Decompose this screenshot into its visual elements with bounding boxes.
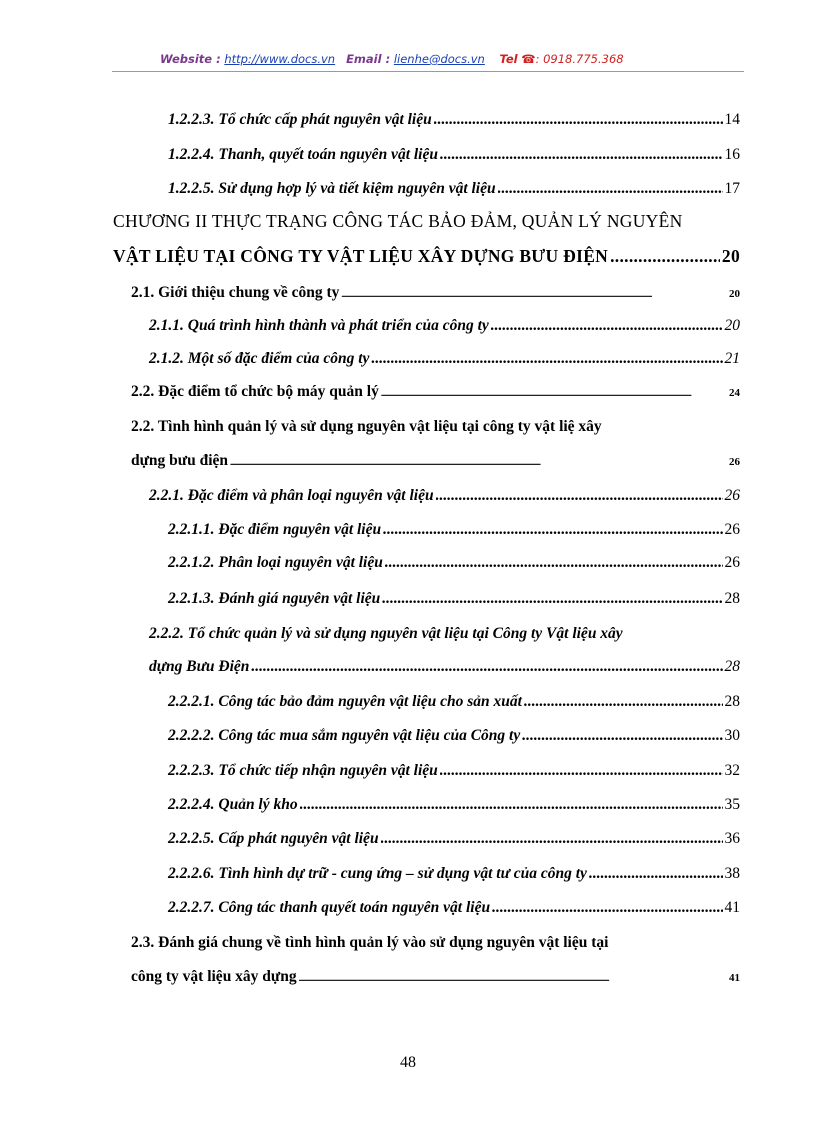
toc-page: 28	[724, 693, 740, 710]
toc-entry[interactable]	[113, 246, 740, 266]
tel-number: : 0918.775.368	[535, 52, 624, 66]
toc-section-title-line1[interactable]: 2.2. Tình hình quản lý và sử dụng nguyên vật liệu tại công ty vật liệ xây	[131, 418, 602, 435]
dot-leader	[589, 864, 723, 884]
toc-page: 21	[724, 350, 740, 367]
toc-entry[interactable]	[149, 486, 740, 506]
toc-page: 35	[724, 796, 740, 813]
toc-entry[interactable]	[168, 692, 740, 712]
toc-page: 20	[721, 246, 740, 266]
toc-page: 28	[724, 658, 740, 675]
dot-leader	[610, 246, 720, 266]
toc-page: 41	[724, 899, 740, 916]
dot-leader	[440, 145, 723, 165]
toc-subsection-title-line1[interactable]: 2.2.2. Tổ chức quản lý và sử dụng nguyên vật liệu tại Công ty Vật liệu xây	[149, 625, 623, 642]
toc-title: 2.2.2.7. Công tác thanh quyết toán nguyên vật liệu	[168, 899, 491, 916]
toc-entry[interactable]	[168, 520, 740, 540]
dot-leader	[434, 110, 723, 130]
toc-page: 26	[729, 456, 740, 468]
toc-entry[interactable]	[168, 110, 740, 130]
website-link[interactable]: http://www.docs.vn	[224, 52, 336, 66]
toc-entry[interactable]	[168, 589, 740, 609]
toc-page: 26	[724, 554, 740, 571]
toc-entry[interactable]	[168, 864, 740, 884]
toc-page: 38	[724, 865, 740, 882]
toc-entry[interactable]	[168, 898, 740, 918]
toc-entry[interactable]	[168, 795, 740, 815]
toc-title: 2.2.1. Đặc điểm và phân loại nguyên vật liệu	[149, 487, 434, 504]
toc-title: 2.2.2.4. Quản lý kho	[168, 796, 298, 813]
toc-page: 20	[724, 317, 740, 334]
toc-entry[interactable]	[149, 349, 740, 369]
toc-title: 1.2.2.5. Sử dụng hợp lý và tiết kiệm nguyên vật liệu	[168, 180, 496, 197]
email-label: Email :	[346, 52, 391, 66]
toc-title: 1.2.2.4. Thanh, quyết toán nguyên vật liệu	[168, 146, 438, 163]
toc-title: 2.2.2.1. Công tác bảo đảm nguyên vật liệu cho sản xuất	[168, 693, 522, 710]
toc-entry[interactable]	[131, 283, 740, 305]
toc-title: 2.2.2.3. Tổ chức tiếp nhận nguyên vật liệu	[168, 762, 438, 779]
toc-page: 41	[729, 972, 740, 984]
toc-entry[interactable]	[168, 179, 740, 199]
dot-leader	[299, 967, 727, 989]
dot-leader	[381, 382, 727, 404]
toc-page: 30	[724, 727, 740, 744]
toc-entry[interactable]	[168, 829, 740, 849]
toc-title: 2.2.1.3. Đánh giá nguyên vật liệu	[168, 590, 381, 607]
website-label: Website :	[160, 52, 221, 66]
toc-title: 1.2.2.3. Tổ chức cấp phát nguyên vật liệu	[168, 111, 432, 128]
dot-leader	[230, 451, 727, 473]
dot-leader	[341, 283, 727, 305]
dot-leader	[436, 486, 723, 506]
dot-leader	[383, 520, 722, 540]
toc-page: 28	[724, 590, 740, 607]
toc-entry[interactable]	[168, 145, 740, 165]
dot-leader	[522, 726, 722, 746]
toc-title: dựng bưu điện	[131, 452, 229, 469]
toc-title: 2.2. Đặc điểm tổ chức bộ máy quản lý	[131, 383, 379, 400]
toc-title: 2.2.2.2. Công tác mua sắm nguyên vật liệu của Công ty	[168, 727, 521, 744]
toc-entry[interactable]	[149, 657, 740, 677]
toc-page: 20	[729, 288, 740, 300]
toc-page: 14	[724, 111, 740, 128]
dot-leader	[524, 692, 723, 712]
page-number: 48	[400, 1054, 416, 1071]
toc-title: 2.1.1. Quá trình hình thành và phát triển của công ty	[149, 317, 489, 334]
toc-page: 36	[724, 830, 740, 847]
toc-page: 32	[724, 762, 740, 779]
toc-entry[interactable]	[168, 761, 740, 781]
toc-entry[interactable]	[131, 451, 740, 473]
dot-leader	[385, 553, 723, 573]
toc-title: dựng Bưu Điện	[149, 658, 250, 675]
toc-entry[interactable]	[131, 382, 740, 404]
dot-leader	[300, 795, 723, 815]
toc-chapter-title-line1[interactable]: CHƯƠNG II THỰC TRẠNG CÔNG TÁC BẢO ĐẢM, QUẢN LÝ NGUYÊN	[113, 211, 683, 231]
dot-leader	[371, 349, 722, 369]
dot-leader	[382, 589, 722, 609]
toc-page: 26	[724, 521, 740, 538]
toc-title: 2.2.2.5. Cấp phát nguyên vật liệu	[168, 830, 379, 847]
dot-leader	[498, 179, 723, 199]
dot-leader	[251, 657, 722, 677]
toc-title: VẬT LIỆU TẠI CÔNG TY VẬT LIỆU XÂY DỰNG BƯU ĐIỆN	[113, 246, 609, 266]
toc-entry[interactable]	[168, 553, 740, 573]
toc-page: 26	[724, 487, 740, 504]
phone-icon: ☎	[521, 52, 536, 66]
toc-entry[interactable]	[168, 726, 740, 746]
dot-leader	[492, 898, 722, 918]
dot-leader	[440, 761, 723, 781]
toc-page: 24	[729, 387, 740, 399]
toc-entry[interactable]	[131, 967, 740, 989]
email-link[interactable]: lienhe@docs.vn	[393, 52, 485, 66]
dot-leader	[491, 316, 723, 336]
toc-section-title-line1[interactable]: 2.3. Đánh giá chung về tình hình quản lý vào sử dụng nguyên vật liệu tại	[131, 934, 609, 951]
toc-page: 17	[724, 180, 740, 197]
toc-entry[interactable]	[149, 316, 740, 336]
toc-title: 2.2.1.2. Phân loại nguyên vật liệu	[168, 554, 383, 571]
toc-title: 2.1. Giới thiệu chung về công ty	[131, 284, 340, 301]
toc-title: 2.2.2.6. Tình hình dự trữ - cung ứng – sử dụng vật tư của công ty	[168, 865, 587, 882]
toc-title: 2.1.2. Một số đặc điểm của công ty	[149, 350, 370, 367]
toc-title: 2.2.1.1. Đặc điểm nguyên vật liệu	[168, 521, 382, 538]
toc-title: công ty vật liệu xây dựng	[131, 968, 297, 985]
dot-leader	[381, 829, 723, 849]
tel-label: Tel	[499, 52, 518, 66]
toc-page: 16	[724, 146, 740, 163]
